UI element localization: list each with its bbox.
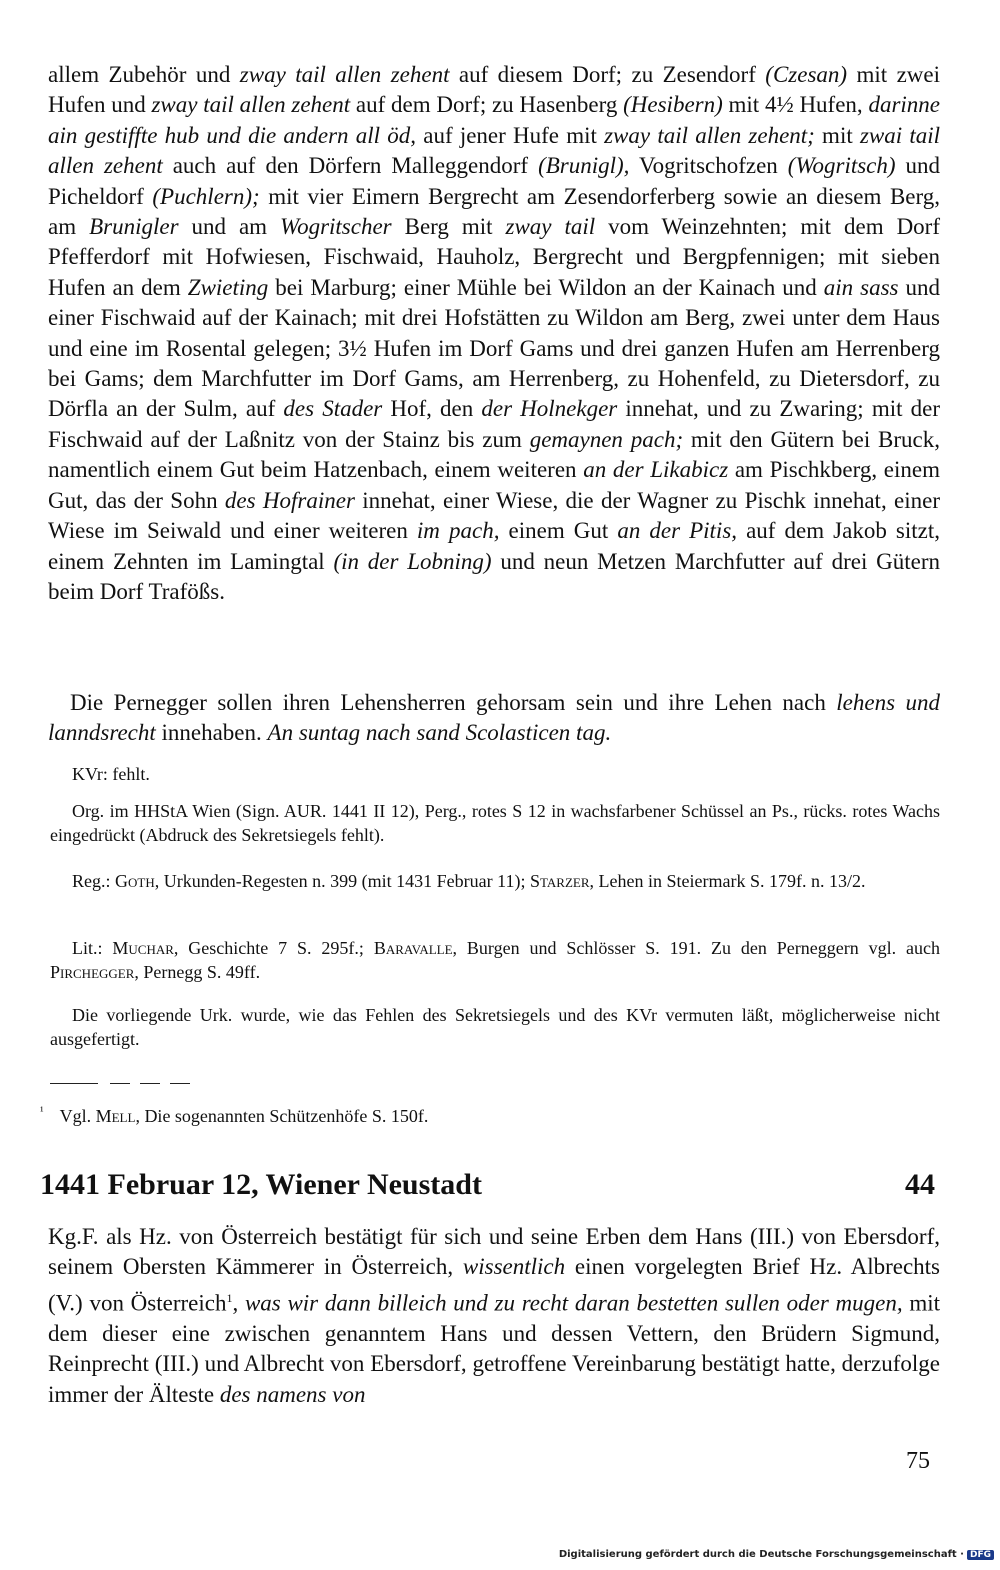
note-kvr: KVr: fehlt. [72, 764, 150, 784]
italic-quote: zwai tail allen zehent [48, 122, 941, 179]
text-run: , Burgen und Schlösser S. 191. Zu den Perneggern vgl. auch [452, 938, 941, 958]
italic-quote: des namens von [219, 1381, 366, 1407]
text-run: mit zwei Hufen und [48, 62, 940, 118]
text-run: Die Pernegger sollen ihren Lehensherren gehorsam sein und ihre Lehen nach [70, 690, 837, 715]
text-run: Kg.F. als Hz. von Österreich bestätigt für sich und seine Erben dem Hans (III.) von Ebersdorf, seinem Obersten Kämmerer in Österreich, [48, 1224, 940, 1280]
text-run: , Pernegg S. 49ff. [134, 961, 261, 982]
italic-quote: zway tail [505, 214, 596, 240]
body-paragraph-continuation [48, 60, 940, 607]
digitization-credit [559, 1549, 994, 1560]
text-run: mit vier Eimern Bergrecht am Zesendorferberg sowie an diesem Berg, am [48, 183, 940, 240]
italic-quote: zway tail allen zehent [151, 92, 351, 118]
body-paragraph-closing [48, 688, 940, 749]
text-run: mit den Gütern bei Bruck, namentlich einem Gut beim Hatzenbach, einem weiteren [48, 426, 940, 483]
italic-placename: an der Likabicz [583, 457, 729, 483]
italic-placename: (in der Lobning) [333, 548, 492, 574]
text-run: vom Weinzehnten; mit dem Dorf Pfefferdorf mit Hofwiesen, Fischwaid, Hauholz, Bergrecht und Bergpfennigen; mit sieben Hufen an dem [48, 214, 941, 300]
italic-quote: der Holnekger [481, 396, 618, 422]
italic-placename: an der Pitis, [617, 518, 738, 544]
italic-quote: zway tail allen zehent; [604, 122, 815, 148]
italic-quote: des Hofrainer [224, 487, 355, 513]
text-run: einen vorgelegten Brief Hz. Albrechts (V.) von Österreich [48, 1254, 941, 1316]
italic-placename: (Hesibern) [623, 92, 723, 118]
italic-date-formula: An suntag nach sand Scolasticen tag. [267, 720, 612, 746]
footnote-marker: ¹ [40, 1104, 44, 1118]
text-run: Vogritschofzen [629, 153, 788, 179]
italic-quote: zway tail allen zehent [239, 62, 450, 87]
body-paragraph-regest [48, 1222, 940, 1410]
text-run: und neun Metzen Marchfutter auf drei Gütern beim Dorf Trafößs. [48, 548, 940, 604]
text-run: einem Gut [499, 518, 618, 544]
text-run: Lit.: [72, 938, 113, 958]
text-run: mit 4½ Hufen, [722, 92, 869, 118]
text-run: auf dem Jakob sitzt, einem Zehnten im Lamingtal [48, 518, 940, 574]
text-run: , Geschichte 7 S. 295f.; [173, 938, 374, 958]
text-run: Hof, den [382, 396, 482, 422]
author-name: Pirchegger [50, 961, 135, 982]
italic-placename: Wogritscher [280, 214, 392, 240]
text-run: auf dem Dorf; zu Hasenberg [350, 92, 624, 118]
note-original: Org. im HHStA Wien (Sign. AUR. 1441 II 12), Perg., rotes S 12 in wachsfarbener Schüssel an Ps., rücks. rotes Wachs eingedrückt (Abdruck des Sekretsiegels fehlt). [50, 801, 940, 845]
text-run: innehat, und zu Zwaring; mit der Fischwaid auf der Laßnitz von der Stainz bis zum [48, 396, 940, 452]
italic-quote: des Stader [283, 396, 383, 422]
note-remark: Die vorliegende Urk. wurde, wie das Fehlen des Sekretsiegels und des KVr vermuten läßt, möglicherweise nicht ausgefertigt. [50, 1005, 940, 1049]
separator-gap [160, 1083, 170, 1086]
text-run: und einer Fischwaid auf der Kainach; mit drei Hofstätten zu Wildon am Berg, zwei unter dem Haus und eine im Rosental gelegen; 3½ Hufen im Dorf Gams und drei ganzen Hufen am Herrenberg bei Gams; dem Marchfutter im Dorf Gams, am Herrenberg, zu Hohenfeld, zu Dietersdorf, zu Dörfla an der Sulm, auf [48, 274, 941, 422]
author-name: Baravalle [373, 938, 453, 958]
text-run: Reg.: [72, 871, 115, 891]
italic-quote: im pach, [416, 518, 500, 544]
heading-date-place: 1441 Februar 12, Wiener Neustadt [40, 1168, 482, 1201]
author-name: Muchar [112, 938, 174, 958]
text-run: bei Marburg; einer Mühle bei Wildon an der Kainach und [268, 274, 824, 300]
italic-quote: lehens und lanndsrecht [48, 690, 940, 746]
footnote-1 [40, 1100, 930, 1129]
italic-placename: Zwieting [187, 274, 269, 300]
page-number: 75 [906, 1448, 930, 1474]
text-run: und Picheldorf [48, 153, 941, 209]
text-run: , Urkunden-Regesten n. 399 (mit 1431 Februar 11); [154, 871, 530, 891]
footnote-reference: 1 [226, 1290, 233, 1305]
text-run: , Lehen in Steiermark S. 179f. n. 13/2. [589, 871, 866, 891]
text-run: auf jener Hufe mit [416, 122, 605, 148]
separator-gap [98, 1083, 110, 1086]
document-heading [40, 1168, 935, 1202]
text-run: mit dem dieser eine zwischen genanntem Hans und dessen Vettern, den Brüdern Sigmund, Reinprecht (III.) und Albrecht von Ebersdorf, getroffene Vereinbarung bestätigt hatte, derzufolge immer der Älteste [48, 1290, 941, 1407]
text-run: innehat, einer Wiese, die der Wagner zu Pischk innehat, einer Wiese im Seiwald und einer weiteren [48, 487, 940, 544]
author-name: Goth [115, 871, 155, 891]
italic-placename: (Puchlern); [152, 183, 260, 209]
italic-quote: ain sass [823, 274, 899, 300]
italic-placename: (Wogritsch) [787, 153, 896, 179]
author-name: Mell [95, 1106, 136, 1126]
italic-quote: gemaynen pach; [529, 426, 684, 452]
note-regesten [50, 870, 940, 894]
text-run: allem Zubehör und [48, 62, 240, 87]
text-run: Vgl. [59, 1106, 96, 1126]
text-run: , [232, 1290, 245, 1316]
text-run: , Die sogenannten Schützenhöfe S. 150f. [135, 1106, 429, 1126]
text-run: innehaben. [155, 720, 268, 746]
text-run: und am [178, 214, 281, 240]
credit-text: Digitalisierung gefördert durch die Deutsche Forschungsgemeinschaft · [558, 1549, 964, 1560]
text-run: am Pischkberg, einem Gut, das der Sohn [48, 457, 940, 513]
italic-placename: (Czesan) [765, 62, 848, 87]
author-name: Starzer [529, 871, 590, 891]
text-run: mit [814, 122, 860, 148]
italic-quote: wissentlich [462, 1254, 566, 1280]
separator-gap [130, 1083, 140, 1086]
italic-placename: (Brunigl), [538, 153, 630, 179]
note-literature [50, 937, 940, 984]
text-run: auf diesem Dorf; zu Zesendorf [449, 62, 766, 87]
document-number: 44 [905, 1168, 935, 1201]
dfg-logo: DFG [967, 1550, 994, 1560]
text-run: Berg mit [391, 214, 506, 240]
italic-quote: darinne ain gestiffte hub und die andern all öd, [48, 92, 940, 148]
italic-quote: was wir dann billeich und zu recht daran bestetten sullen oder mugen, [244, 1290, 903, 1316]
italic-placename: Brunigler [89, 214, 179, 240]
text-run: auch auf den Dörfern Malleggendorf [162, 153, 539, 179]
